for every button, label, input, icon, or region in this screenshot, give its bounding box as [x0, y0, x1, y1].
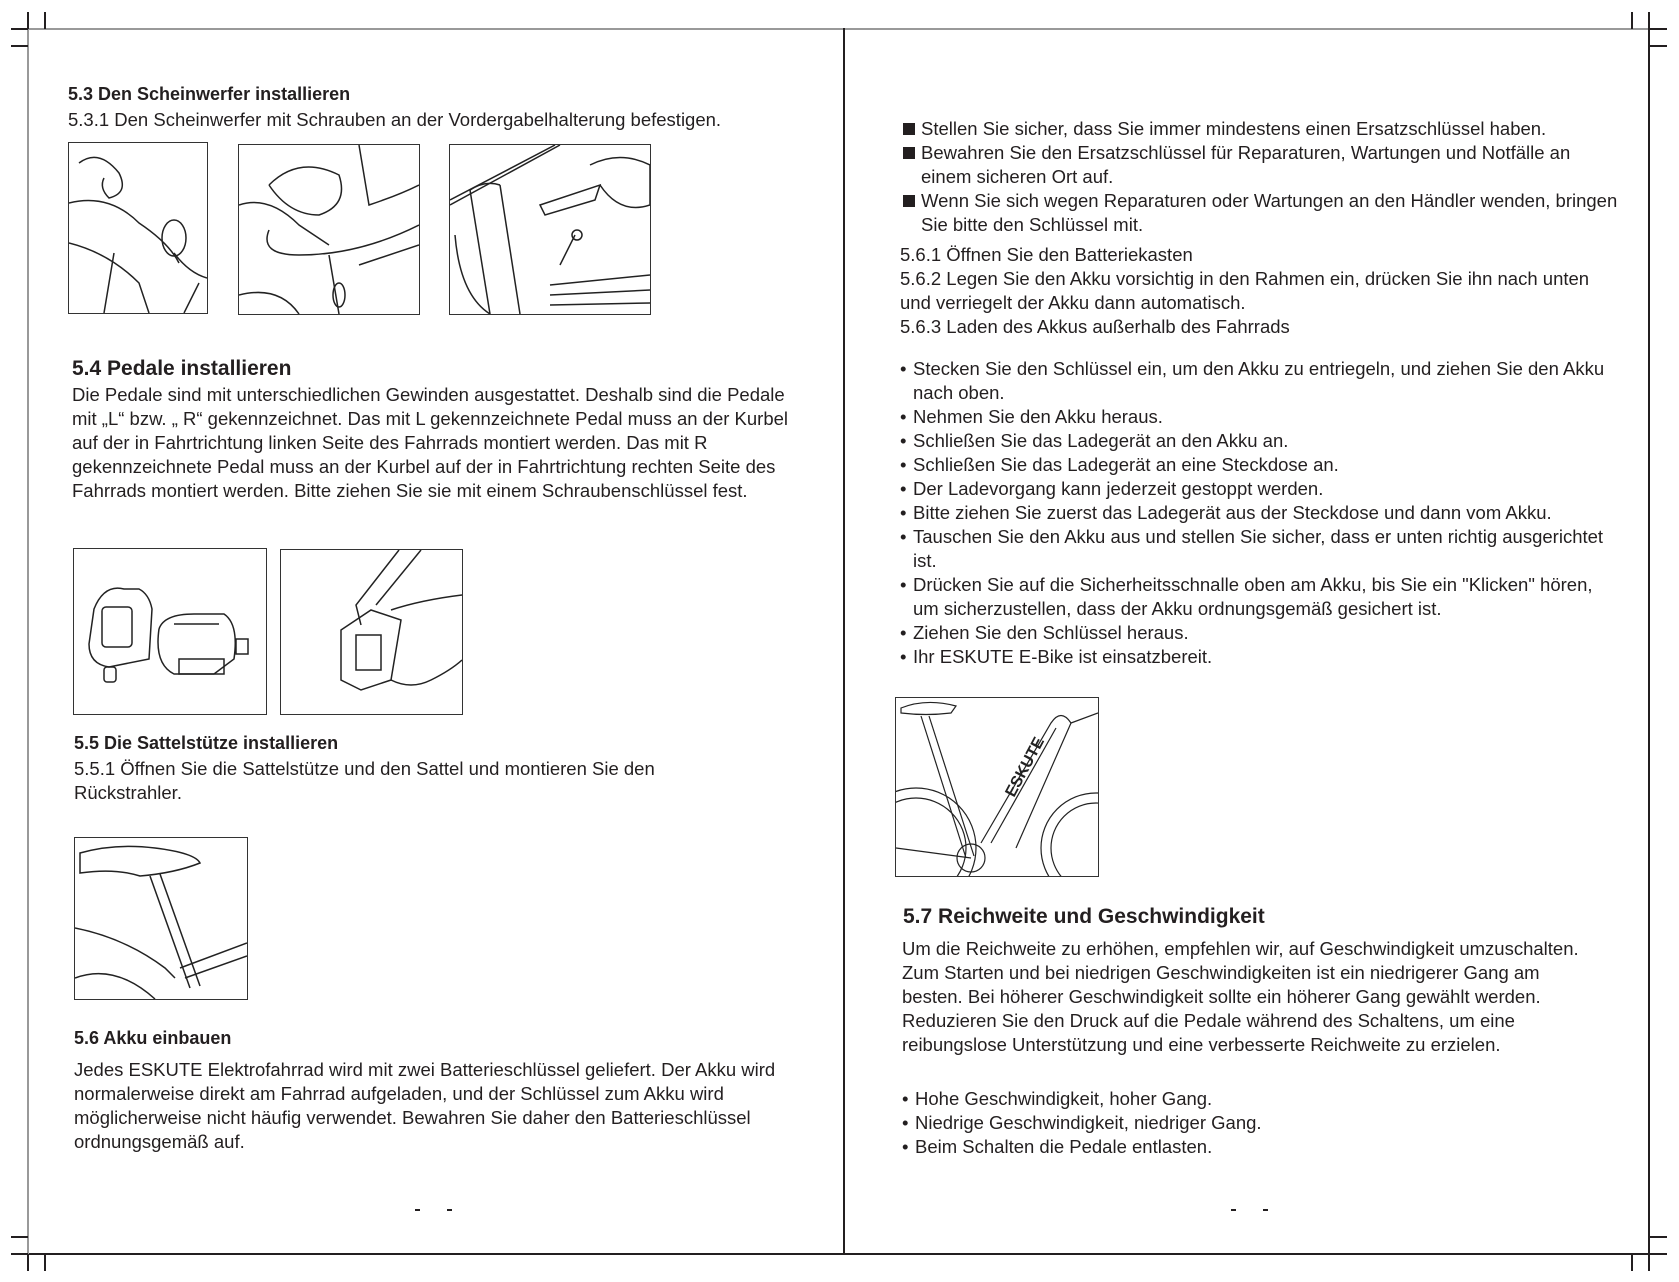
charging-step: • Tauschen Sie den Akku aus und stellen Sie sicher, dass er unten richtig ausgerichtet ist.	[900, 526, 1604, 571]
headlight-step-3-figure	[449, 144, 651, 315]
page-number-marker	[1263, 1209, 1268, 1211]
square-bullet-icon	[903, 147, 915, 159]
gear-tip: • Niedrige Geschwindigkeit, niedriger Gang.	[902, 1112, 1262, 1133]
charging-step: • Stecken Sie den Schlüssel ein, um den Akku zu entriegeln, und ziehen Sie den Akku nach oben.	[900, 358, 1605, 403]
section-5-4-body: Die Pedale sind mit unterschiedlichen Gewinden ausgestattet. Deshalb sind die Pedale mit „L“ bzw. „ R“ gekennzeichnet. Das mit L gekennzeichnete Pedal muss an der Kurbel auf der in Fahrtrichtung linken Seite des Fahrrads montiert werden. Das mit R gekennzeichnete Pedal muss an der Kurbel auf der in Fahrtrichtung rechten Seite des Fahrrads montiert werden. Bitte ziehen Sie sie mit einem Schraubenschlüssel fest.	[72, 384, 789, 501]
gear-tip: • Hohe Geschwindigkeit, hoher Gang.	[902, 1088, 1213, 1109]
step-5-6-2: 5.6.2 Legen Sie den Akku vorsichtig in den Rahmen ein, drücken Sie ihn nach unten und verriegelt der Akku dann automatisch.	[900, 268, 1590, 313]
step-5-6-1: 5.6.1 Öffnen Sie den Batteriekasten	[900, 244, 1193, 265]
section-5-3-title: 5.3 Den Scheinwerfer installieren	[68, 84, 351, 104]
section-5-5-step: 5.5.1 Öffnen Sie die Sattelstütze und den Sattel und montieren Sie den Rückstrahler.	[74, 758, 655, 803]
gear-tips-list	[902, 1087, 1602, 1159]
charging-step: • Bitte ziehen Sie zuerst das Ladegerät aus der Steckdose und dann vom Akku.	[900, 502, 1552, 523]
square-bullet-icon	[903, 195, 915, 207]
square-bullet-icon	[903, 123, 915, 135]
page-number-marker	[1231, 1209, 1236, 1211]
key-note: Wenn Sie sich wegen Reparaturen oder Wartungen an den Händler wenden, bringen Sie bitte den Schlüssel mit.	[903, 189, 1623, 237]
page-number-marker	[415, 1209, 420, 1211]
page-divider	[843, 28, 845, 1254]
charging-step: • Ziehen Sie den Schlüssel heraus.	[900, 622, 1189, 643]
section-5-4-title: 5.4 Pedale installieren	[72, 357, 292, 380]
section-5-5-title: 5.5 Die Sattelstütze installieren	[74, 733, 339, 753]
section-5-6-body: Jedes ESKUTE Elektrofahrrad wird mit zwei Batterieschlüssel geliefert. Der Akku wird normalerweise direkt am Fahrrad aufgeladen, und der Schlüssel zum Akku wird möglicherweise nicht häufig verwendet. Bewahren Sie daher den Batterieschlüssel ordnungsgemäß auf.	[74, 1059, 776, 1152]
pedal-mounting-figure	[280, 549, 463, 715]
key-note: Stellen Sie sicher, dass Sie immer mindestens einen Ersatzschlüssel haben.	[903, 117, 1623, 141]
page-number-marker	[447, 1209, 452, 1211]
section-5-7-title: 5.7 Reichweite und Geschwindigkeit	[903, 905, 1265, 928]
seatpost-figure	[74, 837, 248, 1000]
charging-step: • Nehmen Sie den Akku heraus.	[900, 406, 1163, 427]
gear-tip: • Beim Schalten die Pedale entlasten.	[902, 1136, 1213, 1157]
section-5-7-body: Um die Reichweite zu erhöhen, empfehlen wir, auf Geschwindigkeit umzuschalten. Zum Starten und bei niedrigen Geschwindigkeiten ist ein niedrigerer Gang am besten. Bei höherer Geschwindigkeit sollte ein höherer Gang gewählt werden. Reduzieren Sie den Druck auf die Pedale während des Schaltens, um eine reibungslose Unterstützung und eine verbesserte Reichweite zu erzielen.	[902, 938, 1579, 1055]
ebike-battery-figure	[895, 697, 1099, 877]
charging-step: • Der Ladevorgang kann jederzeit gestoppt werden.	[900, 478, 1324, 499]
charging-step: • Schließen Sie das Ladegerät an eine Steckdose an.	[900, 454, 1339, 475]
headlight-step-2-figure	[238, 144, 420, 315]
charging-step: • Schließen Sie das Ladegerät an den Akku an.	[900, 430, 1289, 451]
key-note: Bewahren Sie den Ersatzschlüssel für Reparaturen, Wartungen und Notfälle an einem sicheren Ort auf.	[903, 141, 1623, 189]
section-5-3-step: 5.3.1 Den Scheinwerfer mit Schrauben an der Vordergabelhalterung befestigen.	[68, 109, 722, 130]
charging-step: • Ihr ESKUTE E-Bike ist einsatzbereit.	[900, 646, 1213, 667]
section-5-6-title: 5.6 Akku einbauen	[74, 1028, 232, 1048]
step-5-6-3: 5.6.3 Laden des Akkus außerhalb des Fahrrads	[900, 316, 1290, 337]
svg-text:ESKUTE: ESKUTE	[1002, 734, 1049, 800]
key-notes-list	[903, 117, 1623, 237]
headlight-step-1-figure	[68, 142, 208, 314]
battery-steps	[900, 243, 1620, 339]
pedals-figure	[73, 548, 267, 715]
charging-steps-list	[900, 357, 1620, 669]
charging-step: • Drücken Sie auf die Sicherheitsschnalle oben am Akku, bis Sie ein "Klicken" hören, um sicherzustellen, dass der Akku ordnungsgemäß gesichert ist.	[900, 574, 1593, 619]
